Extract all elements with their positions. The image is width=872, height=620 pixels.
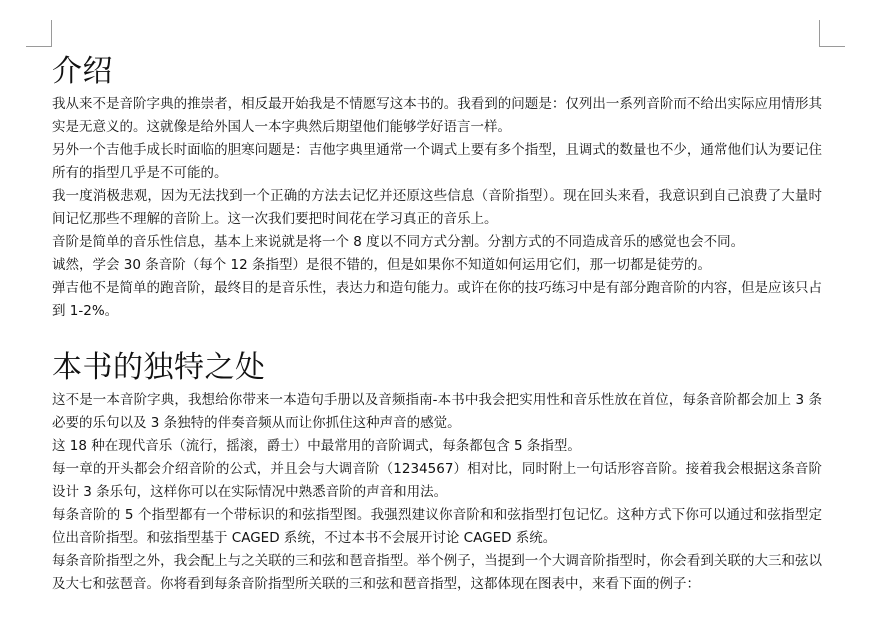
crop-mark-top-right-horizontal xyxy=(819,46,845,47)
paragraph[interactable]: 另外一个吉他手成长时面临的胆寒问题是：吉他字典里通常一个调式上要有多个指型，且调式的数量也不少，通常他们认为要记住所有的指型几乎是不可能的。 xyxy=(52,142,822,181)
paragraph[interactable]: 我从来不是音阶字典的推崇者，相反最开始我是不情愿写这本书的。我看到的问题是：仅列出一系列音阶而不给出实际应用情形其实是无意义的。这就像是给外国人一本字典然后期望他们能够学好语言一样。 xyxy=(52,96,822,135)
crop-mark-top-left-vertical xyxy=(51,20,52,47)
paragraph[interactable]: 音阶是简单的音乐性信息，基本上来说就是将一个 8 度以不同方式分割。分割方式的不同造成音乐的感觉也会不同。 xyxy=(52,234,745,250)
section-heading-uniqueness[interactable]: 本书的独特之处 xyxy=(52,350,266,385)
paragraph[interactable]: 这不是一本音阶字典，我想给你带来一本造句手册以及音频指南-本书中我会把实用性和音乐性放在首位，每条音阶都会加上 3 条必要的乐句以及 3 条独特的伴奏音频从而让你抓住这种声音的感觉。 xyxy=(52,392,822,431)
paragraph[interactable]: 诚然，学会 30 条音阶（每个 12 条指型）是很不错的，但是如果你不知道如何运用它们，那一切都是徒劳的。 xyxy=(52,257,712,273)
paragraph[interactable]: 我一度消极悲观，因为无法找到一个正确的方法去记忆并还原这些信息（音阶指型）。现在回头来看，我意识到自己浪费了大量时间记忆那些不理解的音阶上。这一次我们要把时间花在学习真正的音乐上。 xyxy=(52,188,822,227)
crop-mark-top-left-horizontal xyxy=(26,46,52,47)
paragraph[interactable]: 每条音阶指型之外，我会配上与之关联的三和弦和琶音指型。举个例子，当提到一个大调音阶指型时，你会看到关联的大三和弦以及大七和弦琶音。你将看到每条音阶指型所关联的三和弦和琶音指型，这都体现在图表中，来看下面的例子： xyxy=(52,553,822,592)
paragraph[interactable]: 弹吉他不是简单的跑音阶，最终目的是音乐性，表达力和造句能力。或许在你的技巧练习中是有部分跑音阶的内容，但是应该只占到 1-2%。 xyxy=(52,280,822,319)
crop-mark-top-right-vertical xyxy=(819,20,820,47)
paragraph[interactable]: 每一章的开头都会介绍音阶的公式，并且会与大调音阶（1234567）相对比，同时附上一句话形容音阶。接着我会根据这条音阶设计 3 条乐句，这样你可以在实际情况中熟悉音阶的声音和用法。 xyxy=(52,461,822,500)
paragraph[interactable]: 这 18 种在现代音乐（流行，摇滚，爵士）中最常用的音阶调式，每条都包含 5 条指型。 xyxy=(52,438,581,454)
document-body xyxy=(52,52,822,596)
section-heading-introduction[interactable]: 介绍 xyxy=(52,54,113,89)
paragraph[interactable]: 每条音阶的 5 个指型都有一个带标识的和弦指型图。我强烈建议你音阶和和弦指型打包记忆。这种方式下你可以通过和弦指型定位出音阶指型。和弦指型基于 CAGED 系统，不过本书不会展开讨论 CAGED 系统。 xyxy=(52,507,822,546)
